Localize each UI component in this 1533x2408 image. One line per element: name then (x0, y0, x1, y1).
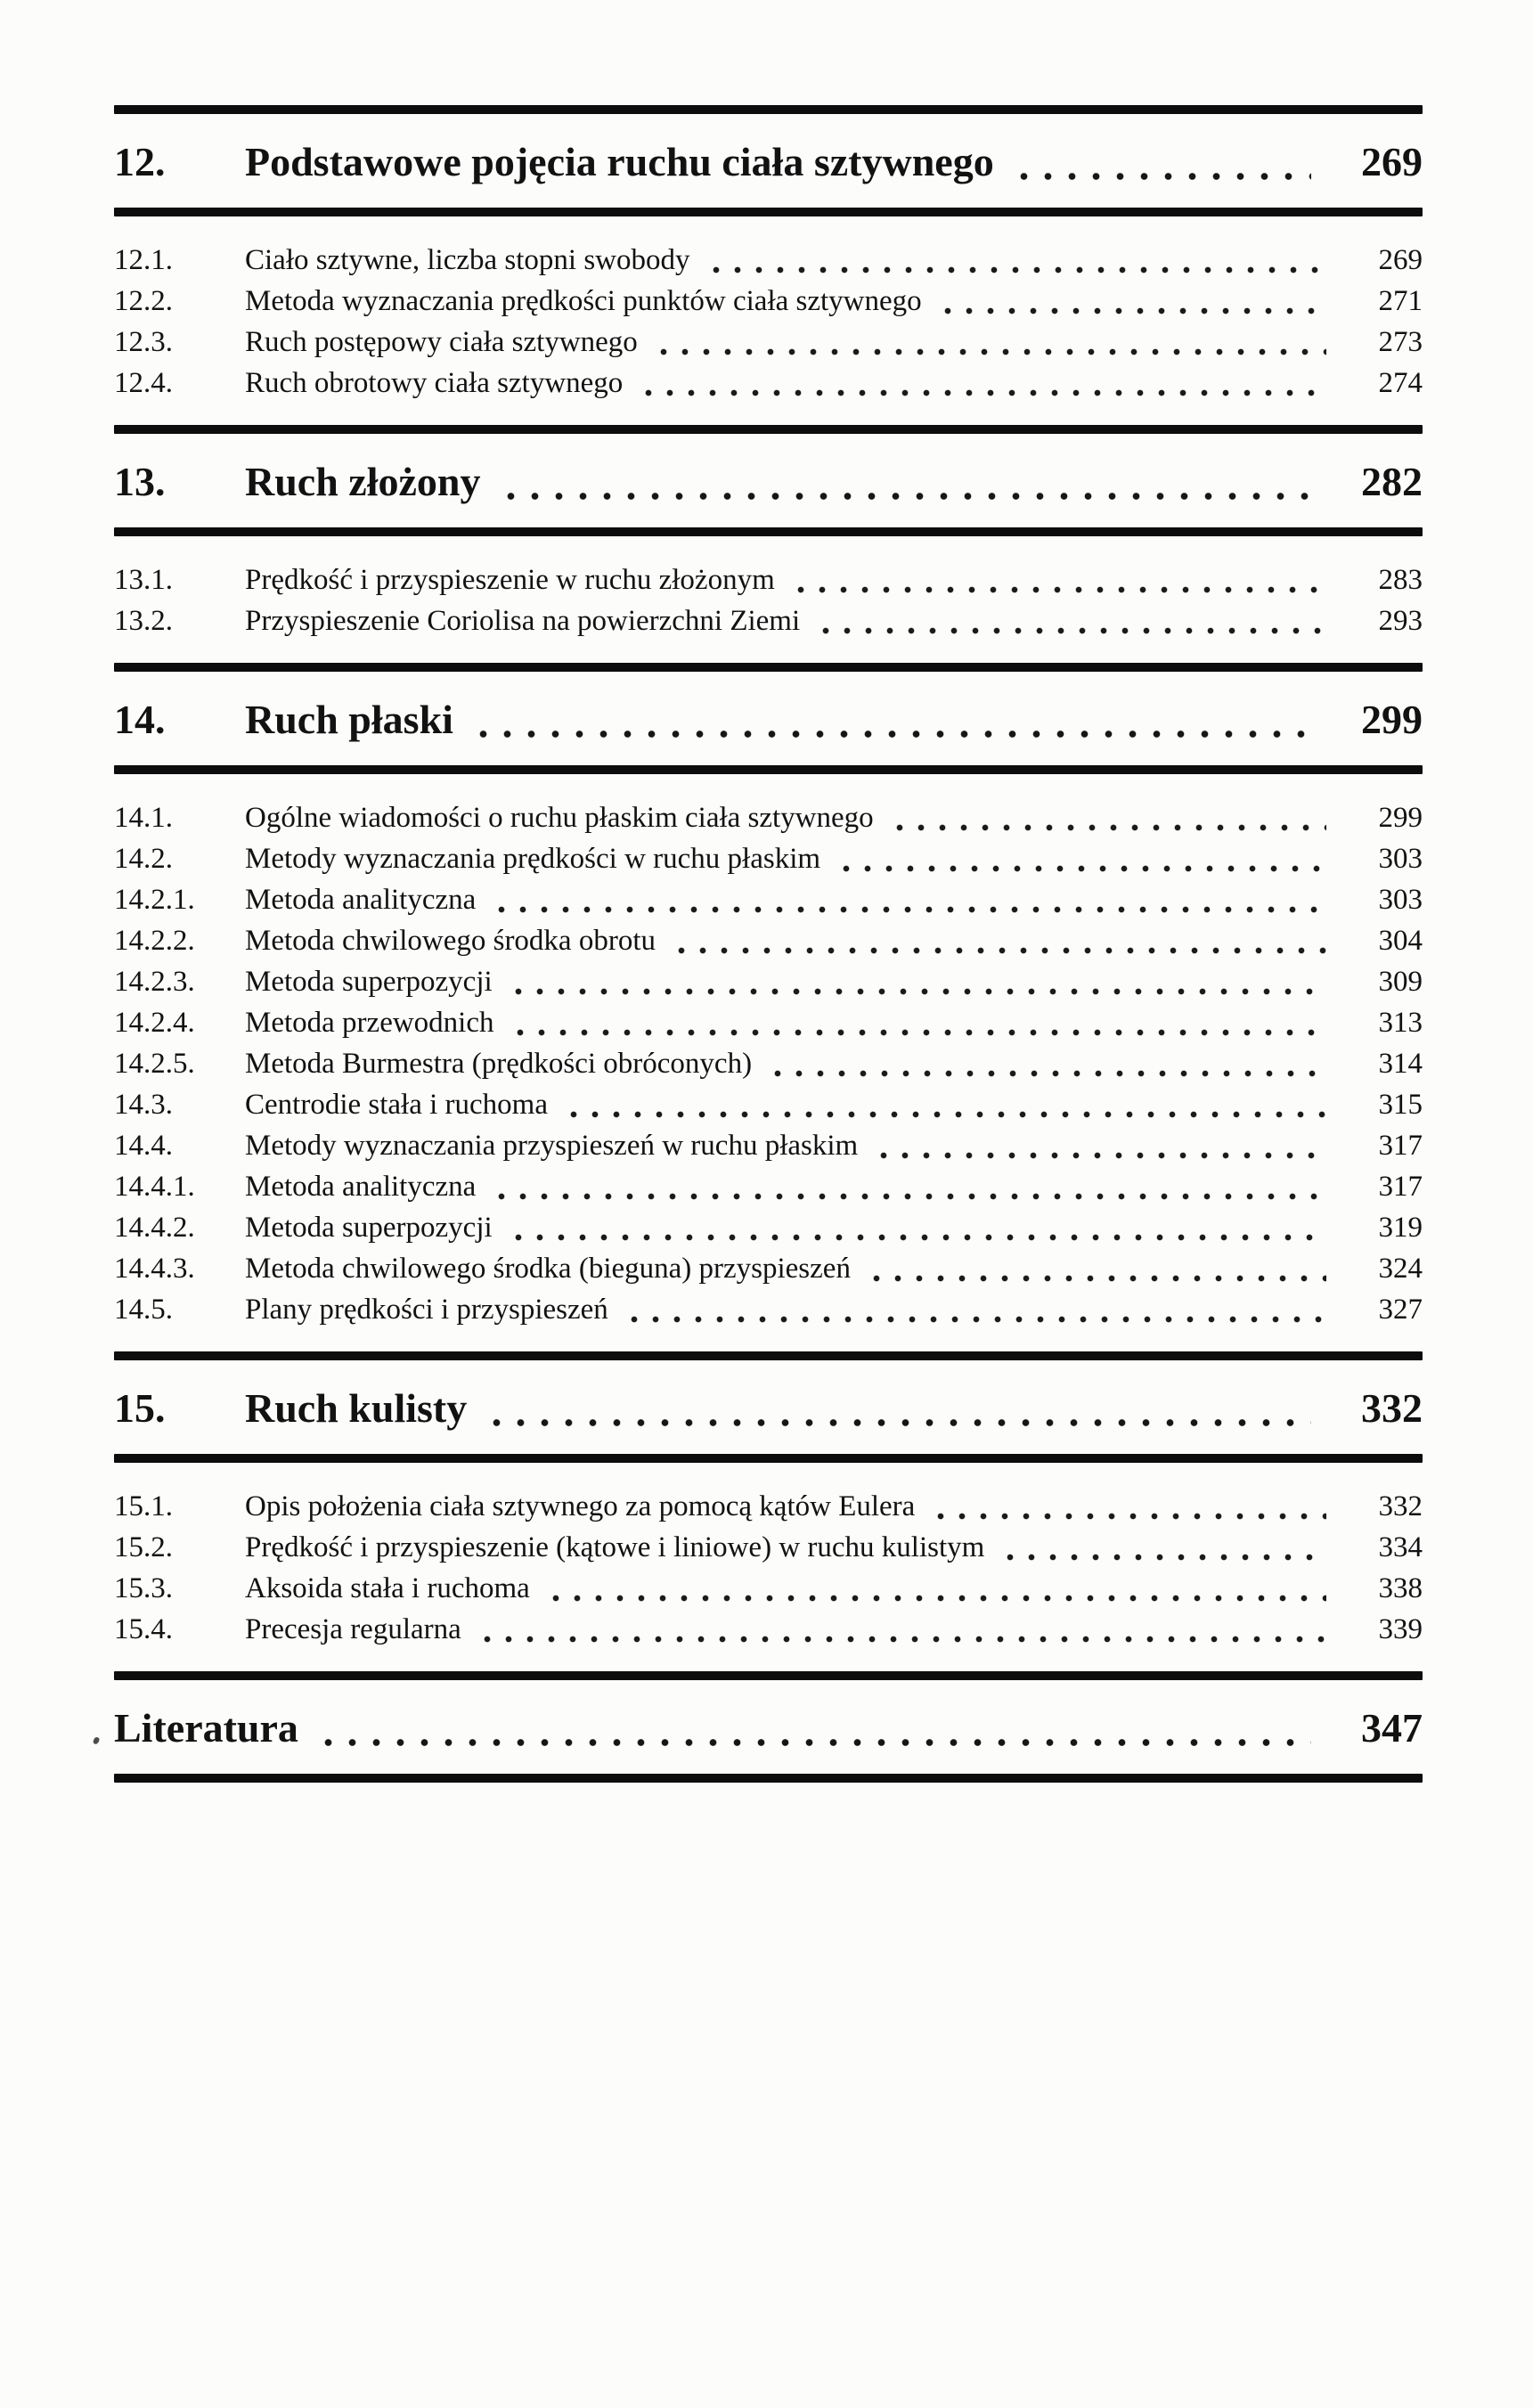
chapter-heading-row (114, 134, 1423, 190)
horizontal-rule (114, 765, 1423, 774)
toc-entry-row (114, 363, 1423, 404)
horizontal-rule (114, 527, 1423, 536)
entry-title: Ruch obrotowy ciała sztywnego (245, 367, 624, 399)
dot-leader (863, 1248, 1326, 1289)
entry-title: Metody wyznaczania prędkości w ruchu płaskim (245, 843, 821, 875)
entry-title: Ruch postępowy ciała sztywnego (245, 326, 638, 358)
entry-title: Metoda superpozycji (245, 1212, 493, 1244)
entry-page-number: 314 (1378, 1048, 1423, 1080)
entry-page-number: 319 (1378, 1212, 1423, 1244)
entry-number: 12.1. (114, 244, 173, 276)
horizontal-rule (114, 1454, 1423, 1463)
entry-title: Metoda chwilowego środka (bieguna) przyspieszeń (245, 1253, 851, 1285)
dot-leader (488, 1166, 1326, 1207)
dot-leader (886, 797, 1326, 838)
entry-number: 15.1. (114, 1490, 173, 1522)
toc-entry-row (114, 879, 1423, 920)
dot-leader (505, 1207, 1326, 1248)
entry-number: 14.4.1. (114, 1171, 195, 1203)
toc-entry-row (114, 600, 1423, 641)
chapter-items (114, 536, 1423, 663)
entry-title: Aksoida stała i ruchoma (245, 1572, 530, 1604)
entry-page-number: 303 (1378, 884, 1423, 916)
toc-entry-row (114, 1043, 1423, 1084)
entry-number: 12.3. (114, 326, 173, 358)
toc-entry-row (114, 920, 1423, 961)
entry-number: 14.4.3. (114, 1253, 195, 1285)
dot-leader (650, 322, 1326, 363)
dot-leader (764, 1043, 1326, 1084)
toc-entry-row (114, 1568, 1423, 1609)
dot-leader (560, 1084, 1326, 1125)
entry-number: 14.2.5. (114, 1048, 195, 1080)
chapter-number: 14. (114, 697, 166, 742)
entry-number: 14.2. (114, 843, 173, 875)
entry-number: 15.2. (114, 1531, 173, 1563)
entry-title: Ogólne wiadomości o ruchu płaskim ciała sztywnego (245, 802, 874, 834)
dot-leader (474, 1609, 1326, 1650)
entry-page-number: 273 (1378, 326, 1423, 358)
toc-entry-row (114, 281, 1423, 322)
entry-number: 14.3. (114, 1089, 173, 1121)
entry-page-number: 339 (1378, 1613, 1423, 1645)
dot-leader (481, 1380, 1311, 1436)
entry-page-number: 269 (1378, 244, 1423, 276)
entry-title: Metoda wyznaczania prędkości punktów ciała sztywnego (245, 285, 922, 317)
toc-entry-row (114, 797, 1423, 838)
toc-entry-row (114, 1527, 1423, 1568)
entry-number: 14.4. (114, 1130, 173, 1162)
entry-page-number: 309 (1378, 966, 1423, 998)
toc-entry-row (114, 1289, 1423, 1330)
entry-number: 13.2. (114, 605, 173, 637)
entry-number: 12.4. (114, 367, 173, 399)
entry-page-number: 338 (1378, 1572, 1423, 1604)
dot-leader (668, 920, 1326, 961)
chapter-heading-row (114, 453, 1423, 510)
dot-leader (507, 1002, 1327, 1043)
entry-number: 14.1. (114, 802, 173, 834)
horizontal-rule (114, 1774, 1423, 1783)
toc-entry-row (114, 961, 1423, 1002)
dot-leader (635, 363, 1326, 404)
entry-title: Metody wyznaczania przyspieszeń w ruchu płaskim (245, 1130, 859, 1162)
entry-number: 14.2.3. (114, 966, 195, 998)
horizontal-rule (114, 208, 1423, 216)
chapter-items (114, 1463, 1423, 1671)
dot-leader (934, 281, 1326, 322)
entry-title: Metoda analityczna (245, 884, 477, 916)
dot-leader (833, 838, 1326, 879)
entry-page-number: 313 (1378, 1007, 1423, 1039)
entry-page-number: 303 (1378, 843, 1423, 875)
chapter-heading-row (114, 1700, 1423, 1756)
chapter-page-number: 347 (1361, 1705, 1423, 1751)
entry-page-number: 271 (1378, 285, 1423, 317)
dot-leader (703, 240, 1326, 281)
entry-page-number: 299 (1378, 802, 1423, 834)
entry-number: 14.2.2. (114, 925, 195, 957)
entry-page-number: 304 (1378, 925, 1423, 957)
entry-page-number: 317 (1378, 1171, 1423, 1203)
chapter-title: Podstawowe pojęcia ruchu ciała sztywnego (245, 139, 994, 184)
dot-leader (505, 961, 1326, 1002)
entry-page-number: 283 (1378, 564, 1423, 596)
dot-leader (495, 453, 1312, 510)
entry-page-number: 274 (1378, 367, 1423, 399)
chapter-heading-row (114, 691, 1423, 747)
chapter-number: 12. (114, 139, 166, 184)
chapter-page-number: 269 (1361, 139, 1423, 184)
entry-title: Metoda chwilowego środka obrotu (245, 925, 656, 957)
horizontal-rule (114, 1351, 1423, 1360)
toc-entry-row (114, 1486, 1423, 1527)
entry-number: 15.3. (114, 1572, 173, 1604)
entry-title: Metoda przewodnich (245, 1007, 494, 1039)
entry-page-number: 315 (1378, 1089, 1423, 1121)
dot-leader (621, 1289, 1326, 1330)
entry-number: 13.1. (114, 564, 173, 596)
toc-entry-row (114, 1002, 1423, 1043)
dot-leader (927, 1486, 1326, 1527)
entry-title: Metoda analityczna (245, 1171, 477, 1203)
toc-entry-row (114, 322, 1423, 363)
dot-leader (542, 1568, 1326, 1609)
horizontal-rule (114, 425, 1423, 434)
entry-page-number: 293 (1378, 605, 1423, 637)
toc-entry-row (114, 838, 1423, 879)
chapter-items (114, 774, 1423, 1351)
chapter-title: Ruch złożony (245, 459, 481, 504)
horizontal-rule (114, 105, 1423, 114)
horizontal-rule (114, 663, 1423, 672)
entry-title: Precesja regularna (245, 1613, 461, 1645)
dot-leader (812, 600, 1326, 641)
entry-title: Prędkość i przyspieszenie w ruchu złożonym (245, 564, 775, 596)
entry-number: 15.4. (114, 1613, 173, 1645)
dot-leader (1008, 134, 1311, 190)
dot-leader (313, 1700, 1311, 1756)
entry-number: 14.2.1. (114, 884, 195, 916)
entry-title: Przyspieszenie Coriolisa na powierzchni Ziemi (245, 605, 801, 637)
entry-title: Plany prędkości i przyspieszeń (245, 1294, 608, 1326)
dot-leader (468, 691, 1311, 747)
entry-number: 14.2.4. (114, 1007, 195, 1039)
chapter-title: Literatura (114, 1705, 298, 1751)
chapter-number: 15. (114, 1385, 166, 1431)
chapter-page-number: 332 (1361, 1385, 1423, 1431)
toc-entry-row (114, 1248, 1423, 1289)
chapter-number: 13. (114, 459, 166, 504)
chapter-title: Ruch kulisty (245, 1385, 468, 1431)
entry-number: 12.2. (114, 285, 173, 317)
entry-title: Prędkość i przyspieszenie (kątowe i liniowe) w ruchu kulistym (245, 1531, 985, 1563)
entry-title: Centrodie stała i ruchoma (245, 1089, 548, 1121)
chapter-page-number: 282 (1361, 459, 1423, 504)
dot-leader (870, 1125, 1326, 1166)
entry-page-number: 324 (1378, 1253, 1423, 1285)
entry-page-number: 317 (1378, 1130, 1423, 1162)
entry-number: 14.4.2. (114, 1212, 195, 1244)
horizontal-rule (114, 1671, 1423, 1680)
entry-title: Opis położenia ciała sztywnego za pomocą kątów Eulera (245, 1490, 916, 1522)
chapter-page-number: 299 (1361, 697, 1423, 742)
dot-leader (787, 559, 1326, 600)
toc-entry-row (114, 1609, 1423, 1650)
toc-entry-row (114, 1084, 1423, 1125)
toc-entry-row (114, 1207, 1423, 1248)
entry-page-number: 334 (1378, 1531, 1423, 1563)
entry-page-number: 332 (1378, 1490, 1423, 1522)
dot-leader (997, 1527, 1326, 1568)
chapter-title: Ruch płaski (245, 697, 453, 742)
toc-entry-row (114, 1125, 1423, 1166)
chapter-items (114, 216, 1423, 425)
toc-entry-row (114, 240, 1423, 281)
dot-leader (488, 879, 1326, 920)
entry-title: Ciało sztywne, liczba stopni swobody (245, 244, 690, 276)
entry-page-number: 327 (1378, 1294, 1423, 1326)
entry-title: Metoda Burmestra (prędkości obróconych) (245, 1048, 753, 1080)
toc-entry-row (114, 559, 1423, 600)
toc-entry-row (114, 1166, 1423, 1207)
chapter-heading-row (114, 1380, 1423, 1436)
entry-number: 14.5. (114, 1294, 173, 1326)
entry-title: Metoda superpozycji (245, 966, 493, 998)
